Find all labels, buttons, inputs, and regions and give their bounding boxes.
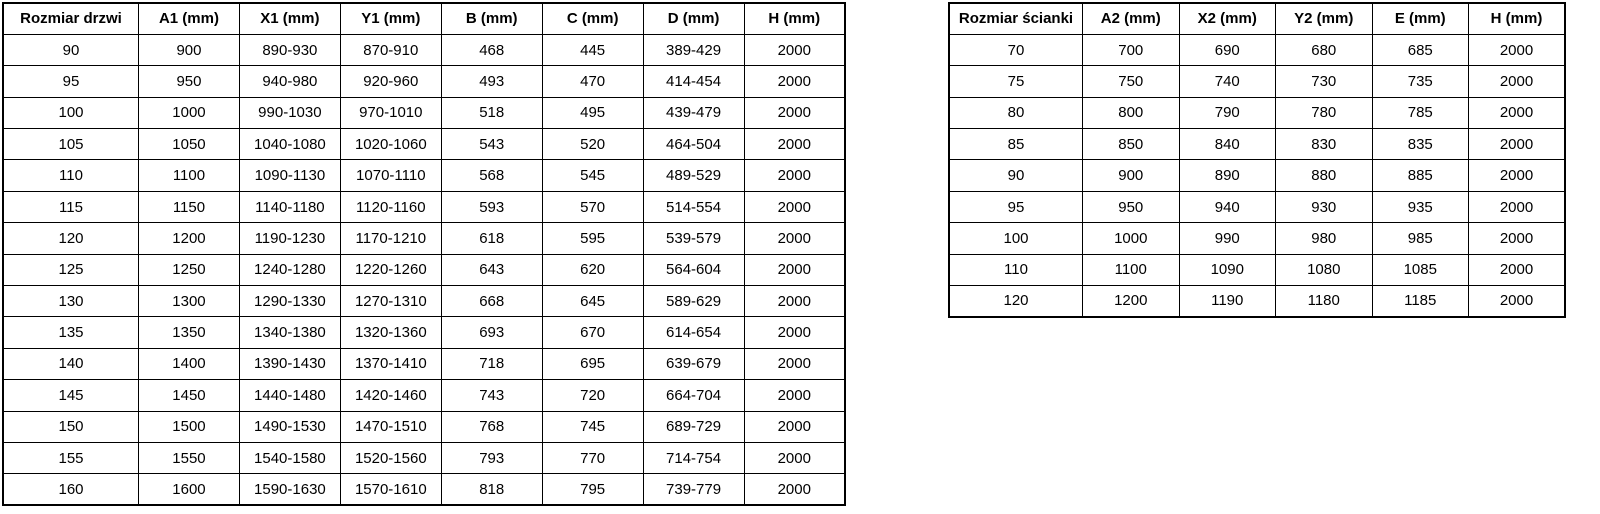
- table-row: [3, 97, 845, 128]
- table-cell: 135: [3, 317, 139, 348]
- table-cell: 793: [441, 442, 542, 473]
- table-cell: 618: [441, 223, 542, 254]
- table-cell: 689-729: [643, 411, 744, 442]
- table-cell: 1320-1360: [340, 317, 441, 348]
- column-header: B (mm): [441, 3, 542, 34]
- table-cell: 1020-1060: [340, 129, 441, 160]
- table-cell: 950: [1083, 191, 1180, 222]
- table-cell: 90: [3, 34, 139, 65]
- table-cell: 1170-1210: [340, 223, 441, 254]
- table-cell: 595: [542, 223, 643, 254]
- table-cell: 2000: [744, 191, 845, 222]
- table-cell: 690: [1179, 34, 1276, 65]
- table-cell: 2000: [744, 286, 845, 317]
- table-cell: 670: [542, 317, 643, 348]
- table-cell: 1190: [1179, 286, 1276, 317]
- table-cell: 985: [1372, 223, 1469, 254]
- table-cell: 990-1030: [239, 97, 340, 128]
- table-cell: 1180: [1276, 286, 1373, 317]
- table-cell: 1250: [139, 254, 240, 285]
- table-cell: 470: [542, 66, 643, 97]
- table-cell: 120: [949, 286, 1083, 317]
- table-cell: 2000: [1469, 160, 1566, 191]
- table-cell: 2000: [744, 34, 845, 65]
- wall-size-table: [948, 2, 1566, 318]
- table-cell: 120: [3, 223, 139, 254]
- table-cell: 593: [441, 191, 542, 222]
- table-cell: 1520-1560: [340, 442, 441, 473]
- table-cell: 718: [441, 348, 542, 379]
- table-cell: 2000: [1469, 191, 1566, 222]
- table-cell: 890: [1179, 160, 1276, 191]
- table-cell: 2000: [744, 129, 845, 160]
- table-cell: 1090: [1179, 254, 1276, 285]
- table-cell: 570: [542, 191, 643, 222]
- table-cell: 545: [542, 160, 643, 191]
- table-row: [3, 348, 845, 379]
- table-cell: 1100: [139, 160, 240, 191]
- table-cell: 110: [3, 160, 139, 191]
- table-cell: 1350: [139, 317, 240, 348]
- table-cell: 639-679: [643, 348, 744, 379]
- table-cell: 614-654: [643, 317, 744, 348]
- table-cell: 1220-1260: [340, 254, 441, 285]
- table-cell: 1100: [1083, 254, 1180, 285]
- column-header: H (mm): [1469, 3, 1566, 34]
- table-cell: 1370-1410: [340, 348, 441, 379]
- table-cell: 940-980: [239, 66, 340, 97]
- column-header: Y1 (mm): [340, 3, 441, 34]
- table-cell: 900: [139, 34, 240, 65]
- table-cell: 1200: [139, 223, 240, 254]
- table-cell: 160: [3, 474, 139, 505]
- table-cell: 493: [441, 66, 542, 97]
- table-cell: 643: [441, 254, 542, 285]
- table-cell: 835: [1372, 129, 1469, 160]
- column-header: A2 (mm): [1083, 3, 1180, 34]
- table-row: [3, 223, 845, 254]
- column-header: A1 (mm): [139, 3, 240, 34]
- table-cell: 1500: [139, 411, 240, 442]
- table-cell: 1600: [139, 474, 240, 505]
- table-row: [3, 191, 845, 222]
- table-cell: 105: [3, 129, 139, 160]
- table-row: [3, 411, 845, 442]
- table-cell: 1470-1510: [340, 411, 441, 442]
- table-cell: 2000: [1469, 223, 1566, 254]
- table-cell: 2000: [1469, 254, 1566, 285]
- table-cell: 745: [542, 411, 643, 442]
- table-cell: 768: [441, 411, 542, 442]
- table-cell: 700: [1083, 34, 1180, 65]
- table-cell: 940: [1179, 191, 1276, 222]
- table-cell: 2000: [1469, 34, 1566, 65]
- table-cell: 980: [1276, 223, 1373, 254]
- table-cell: 2000: [1469, 66, 1566, 97]
- table-cell: 2000: [744, 160, 845, 191]
- table-cell: 95: [949, 191, 1083, 222]
- table-cell: 850: [1083, 129, 1180, 160]
- table-cell: 2000: [744, 97, 845, 128]
- table-cell: 2000: [744, 474, 845, 505]
- table-cell: 85: [949, 129, 1083, 160]
- table-cell: 80: [949, 97, 1083, 128]
- table-cell: 389-429: [643, 34, 744, 65]
- table-cell: 414-454: [643, 66, 744, 97]
- column-header: E (mm): [1372, 3, 1469, 34]
- table-cell: 1090-1130: [239, 160, 340, 191]
- table-cell: 1000: [139, 97, 240, 128]
- table-header-row: [949, 3, 1565, 34]
- table-cell: 930: [1276, 191, 1373, 222]
- column-header: C (mm): [542, 3, 643, 34]
- table-cell: 520: [542, 129, 643, 160]
- table-cell: 1080: [1276, 254, 1373, 285]
- table-cell: 75: [949, 66, 1083, 97]
- table-cell: 620: [542, 254, 643, 285]
- table-cell: 780: [1276, 97, 1373, 128]
- table-cell: 920-960: [340, 66, 441, 97]
- table-cell: 2000: [744, 442, 845, 473]
- table-cell: 1000: [1083, 223, 1180, 254]
- table-cell: 1290-1330: [239, 286, 340, 317]
- table-cell: 830: [1276, 129, 1373, 160]
- table-cell: 1050: [139, 129, 240, 160]
- table-cell: 800: [1083, 97, 1180, 128]
- table-cell: 564-604: [643, 254, 744, 285]
- table-row: [949, 34, 1565, 65]
- table-cell: 840: [1179, 129, 1276, 160]
- table-cell: 740: [1179, 66, 1276, 97]
- table-cell: 1070-1110: [340, 160, 441, 191]
- wall-size-table-body: [949, 34, 1565, 317]
- table-cell: 714-754: [643, 442, 744, 473]
- table-cell: 589-629: [643, 286, 744, 317]
- door-size-table: [2, 2, 846, 506]
- table-row: [3, 66, 845, 97]
- table-cell: 439-479: [643, 97, 744, 128]
- column-header: Rozmiar drzwi: [3, 3, 139, 34]
- column-header: Y2 (mm): [1276, 3, 1373, 34]
- table-row: [949, 223, 1565, 254]
- table-cell: 1440-1480: [239, 380, 340, 411]
- table-cell: 1190-1230: [239, 223, 340, 254]
- table-cell: 1570-1610: [340, 474, 441, 505]
- table-cell: 695: [542, 348, 643, 379]
- table-cell: 145: [3, 380, 139, 411]
- table-cell: 645: [542, 286, 643, 317]
- table-cell: 685: [1372, 34, 1469, 65]
- column-header: H (mm): [744, 3, 845, 34]
- table-cell: 664-704: [643, 380, 744, 411]
- table-cell: 1200: [1083, 286, 1180, 317]
- table-cell: 2000: [744, 348, 845, 379]
- table-cell: 130: [3, 286, 139, 317]
- table-cell: 970-1010: [340, 97, 441, 128]
- table-cell: 2000: [744, 254, 845, 285]
- table-cell: 870-910: [340, 34, 441, 65]
- table-cell: 539-579: [643, 223, 744, 254]
- table-cell: 1550: [139, 442, 240, 473]
- table-cell: 735: [1372, 66, 1469, 97]
- table-row: [949, 191, 1565, 222]
- table-header-row: [3, 3, 845, 34]
- table-cell: 2000: [744, 411, 845, 442]
- table-cell: 1590-1630: [239, 474, 340, 505]
- table-cell: 1150: [139, 191, 240, 222]
- table-cell: 518: [441, 97, 542, 128]
- table-row: [949, 129, 1565, 160]
- table-cell: 750: [1083, 66, 1180, 97]
- table-row: [949, 97, 1565, 128]
- table-cell: 950: [139, 66, 240, 97]
- table-cell: 743: [441, 380, 542, 411]
- column-header: D (mm): [643, 3, 744, 34]
- table-row: [3, 160, 845, 191]
- table-cell: 890-930: [239, 34, 340, 65]
- table-cell: 680: [1276, 34, 1373, 65]
- wall-size-table-head: [949, 3, 1565, 34]
- table-row: [3, 129, 845, 160]
- table-cell: 693: [441, 317, 542, 348]
- table-cell: 464-504: [643, 129, 744, 160]
- table-cell: 110: [949, 254, 1083, 285]
- table-cell: 2000: [744, 66, 845, 97]
- table-cell: 125: [3, 254, 139, 285]
- table-cell: 668: [441, 286, 542, 317]
- column-header: X2 (mm): [1179, 3, 1276, 34]
- table-cell: 880: [1276, 160, 1373, 191]
- table-cell: 1340-1380: [239, 317, 340, 348]
- table-cell: 1390-1430: [239, 348, 340, 379]
- table-row: [3, 442, 845, 473]
- table-cell: 770: [542, 442, 643, 473]
- door-size-table-body: [3, 34, 845, 505]
- table-cell: 818: [441, 474, 542, 505]
- table-row: [3, 254, 845, 285]
- column-header: X1 (mm): [239, 3, 340, 34]
- table-cell: 140: [3, 348, 139, 379]
- table-cell: 1300: [139, 286, 240, 317]
- table-cell: 2000: [1469, 286, 1566, 317]
- table-cell: 155: [3, 442, 139, 473]
- table-cell: 1040-1080: [239, 129, 340, 160]
- table-cell: 885: [1372, 160, 1469, 191]
- table-cell: 730: [1276, 66, 1373, 97]
- table-row: [949, 66, 1565, 97]
- table-cell: 70: [949, 34, 1083, 65]
- table-cell: 543: [441, 129, 542, 160]
- table-cell: 2000: [744, 317, 845, 348]
- table-cell: 785: [1372, 97, 1469, 128]
- table-row: [3, 380, 845, 411]
- table-row: [949, 160, 1565, 191]
- table-cell: 90: [949, 160, 1083, 191]
- table-cell: 1270-1310: [340, 286, 441, 317]
- table-cell: 1085: [1372, 254, 1469, 285]
- table-cell: 1400: [139, 348, 240, 379]
- table-cell: 115: [3, 191, 139, 222]
- table-cell: 720: [542, 380, 643, 411]
- table-cell: 900: [1083, 160, 1180, 191]
- table-cell: 935: [1372, 191, 1469, 222]
- table-cell: 1240-1280: [239, 254, 340, 285]
- table-cell: 2000: [1469, 129, 1566, 160]
- column-header: Rozmiar ścianki: [949, 3, 1083, 34]
- table-cell: 990: [1179, 223, 1276, 254]
- table-cell: 1140-1180: [239, 191, 340, 222]
- table-cell: 568: [441, 160, 542, 191]
- table-cell: 1185: [1372, 286, 1469, 317]
- table-cell: 445: [542, 34, 643, 65]
- table-cell: 489-529: [643, 160, 744, 191]
- table-row: [3, 317, 845, 348]
- table-row: [3, 286, 845, 317]
- table-cell: 95: [3, 66, 139, 97]
- table-cell: 1120-1160: [340, 191, 441, 222]
- table-cell: 150: [3, 411, 139, 442]
- table-cell: 1420-1460: [340, 380, 441, 411]
- door-size-table-head: [3, 3, 845, 34]
- table-cell: 1540-1580: [239, 442, 340, 473]
- table-cell: 495: [542, 97, 643, 128]
- table-row: [3, 474, 845, 505]
- table-cell: 100: [949, 223, 1083, 254]
- table-cell: 1490-1530: [239, 411, 340, 442]
- table-cell: 2000: [744, 223, 845, 254]
- table-row: [949, 286, 1565, 317]
- table-cell: 739-779: [643, 474, 744, 505]
- table-row: [949, 254, 1565, 285]
- table-cell: 468: [441, 34, 542, 65]
- table-cell: 2000: [1469, 97, 1566, 128]
- table-cell: 2000: [744, 380, 845, 411]
- table-cell: 790: [1179, 97, 1276, 128]
- table-cell: 795: [542, 474, 643, 505]
- table-cell: 514-554: [643, 191, 744, 222]
- table-row: [3, 34, 845, 65]
- table-cell: 100: [3, 97, 139, 128]
- table-cell: 1450: [139, 380, 240, 411]
